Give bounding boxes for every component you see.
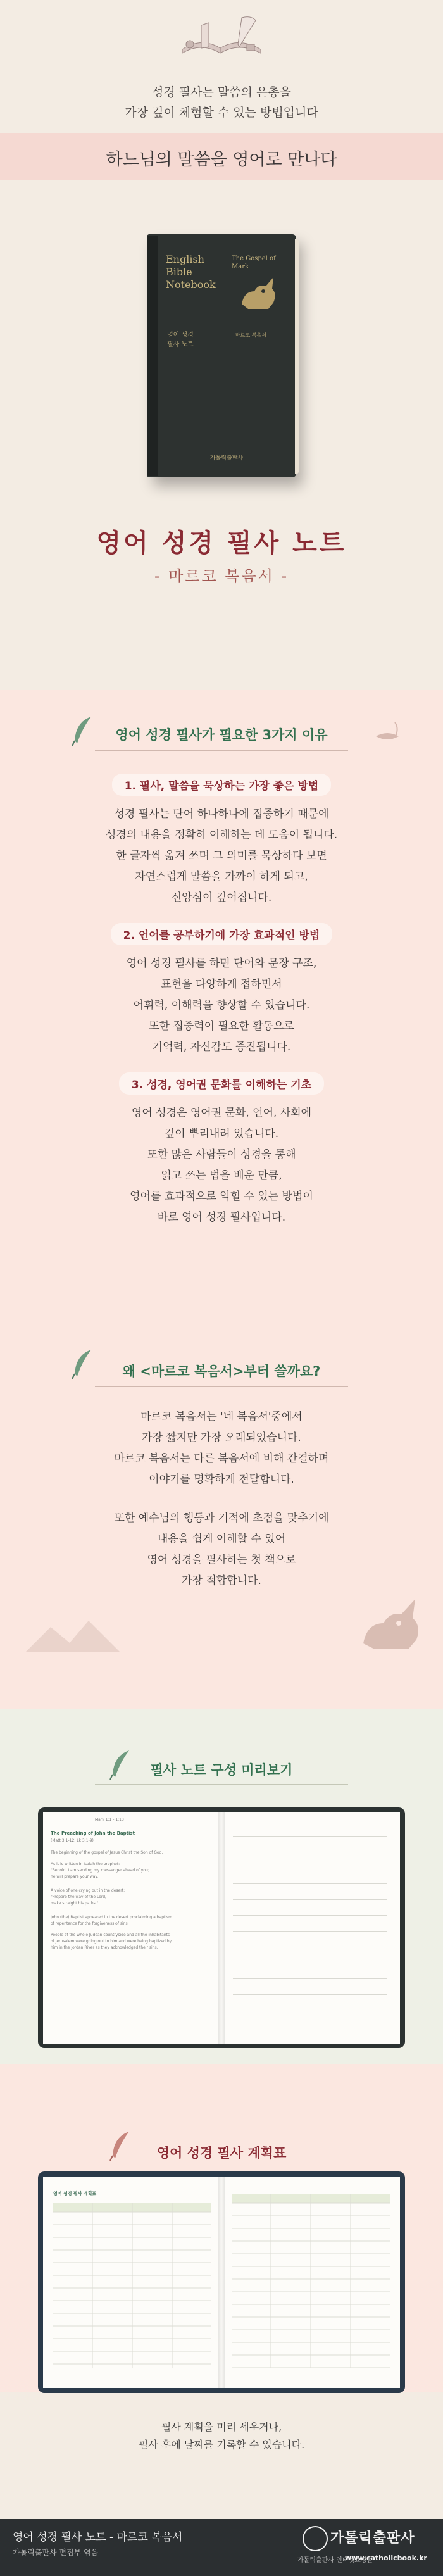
cover-korean-line: 영어 성경 <box>167 332 194 339</box>
verse-line: A voice of one crying out in the desert: <box>51 1888 125 1893</box>
landscape-illustration-icon <box>25 1614 120 1652</box>
why-mark-para-2 <box>51 1508 392 1592</box>
body-line: 표현을 다양하게 접하면서 <box>161 978 282 991</box>
verse-line: John (the) Baptist appeared in the desert proclaiming a baptism <box>51 1915 172 1919</box>
product-title: 영어 성경 필사 노트 <box>96 529 347 558</box>
book-cover-subtitle <box>232 254 287 271</box>
winged-lion-icon <box>235 272 281 314</box>
body-line: 한 글자씩 옮겨 쓰며 그 의미를 묵상하다 보면 <box>116 850 327 862</box>
body-line: 내용을 쉽게 이해할 수 있어 <box>157 1533 286 1545</box>
body-line: 마르코 복음서는 다른 복음서에 비해 간결하며 <box>114 1452 329 1465</box>
reason-title-text: 3. 성경, 영어권 문화를 이해하는 기초 <box>119 1072 324 1095</box>
footer-subtitle: 가톨릭출판사 편집부 엮음 <box>13 2548 99 2557</box>
banner-title: 하느님의 말씀을 영어로 만나다 <box>106 150 337 170</box>
body-line: 어휘력, 이해력을 향상할 수 있습니다. <box>133 999 310 1012</box>
book-cover-title <box>166 253 216 291</box>
reason-1-title <box>0 774 443 796</box>
verse-line: As it is written in Isaiah the prophet: <box>51 1862 120 1866</box>
writing-line <box>233 1978 387 1979</box>
publisher-logo-text: 가톨릭출판사 <box>330 2530 415 2546</box>
notebook-right-page <box>222 1812 400 2044</box>
hero-tagline <box>0 82 443 123</box>
footer-meta: 가톨릭출판사 인터넷쇼핑몰 <box>297 2557 373 2564</box>
cover-subtitle-line: The Gospel of <box>232 255 276 262</box>
verse-line: he will prepare your way. <box>51 1875 99 1879</box>
plan-heading: 영어 성경 필사 계획표 <box>156 2146 287 2161</box>
reason-title-text: 1. 필사, 말씀을 묵상하는 가장 좋은 방법 <box>112 774 332 796</box>
reason-3-body <box>51 1103 392 1228</box>
book-cover-korean-sub: 마르코 복음서 <box>235 332 266 338</box>
page-header: Mark 1:1 - 1:13 <box>95 1818 124 1822</box>
verse-line: him in the Jordan River as they acknowledged their sins. <box>51 1945 158 1950</box>
divider <box>95 750 348 751</box>
why-mark-heading: 왜 <마르코 복음서>부터 쓸까요? <box>122 1364 321 1379</box>
reason-3-title <box>0 1072 443 1095</box>
caption-line: 필사 후에 날짜를 기록할 수 있습니다. <box>138 2439 305 2451</box>
verse-line: People of the whole Judean countryside and all the inhabitants <box>51 1933 170 1937</box>
body-line: 바로 영어 성경 필사입니다. <box>157 1211 286 1224</box>
writing-line <box>233 1836 387 1837</box>
verse-line: "Prepare the way of the Lord, <box>51 1895 106 1899</box>
section-ref: (Matt 3:1-12; Lk 3:1-9) <box>51 1838 94 1843</box>
body-line: 영어 성경을 필사하는 첫 책으로 <box>147 1554 296 1566</box>
body-line: 또한 집중력이 필요한 활동으로 <box>149 1020 294 1033</box>
body-line: 읽고 쓰는 법을 배운 만큼, <box>161 1169 282 1182</box>
body-line: 가장 적합합니다. <box>182 1574 261 1587</box>
body-line: 신앙심이 깊어집니다. <box>171 891 272 904</box>
tagline-line: 성경 필사는 말씀의 은총을 <box>151 85 291 99</box>
body-line: 자연스럽게 말씀을 가까이 하게 되고, <box>135 870 308 883</box>
body-line: 또한 예수님의 행동과 기적에 초점을 맞추기에 <box>114 1512 329 1524</box>
body-line: 영어 성경은 영어권 문화, 언어, 사회에 <box>131 1107 312 1119</box>
product-subtitle: - 마르코 복음서 - <box>154 567 289 585</box>
body-line: 성경 필사는 단어 하나하나에 집중하기 때문에 <box>114 808 329 820</box>
body-line: 깊이 뿌리내려 있습니다. <box>164 1128 279 1140</box>
body-line: 기억력, 자신감도 증진됩니다. <box>152 1041 291 1053</box>
reason-2-body <box>51 953 392 1058</box>
cover-subtitle-line: Mark <box>232 263 249 270</box>
writing-line <box>233 1994 387 1995</box>
writing-line <box>233 1883 387 1884</box>
plan-table-left <box>53 2203 211 2374</box>
cover-title-line: Bible <box>166 266 192 278</box>
divider <box>95 1386 348 1387</box>
notebook-gutter <box>218 1812 225 2044</box>
oil-lamp-icon <box>373 719 401 744</box>
caption-line: 필사 계획을 미리 세우거나, <box>161 2421 282 2433</box>
verse-line: The beginning of the gospel of Jesus Christ the Son of God. <box>51 1850 163 1855</box>
why-mark-para-1 <box>51 1407 392 1490</box>
publisher-logo-icon <box>303 2526 328 2551</box>
book-spine <box>147 236 158 476</box>
plan-table-title: 영어 성경 필사 계획표 <box>53 2191 97 2196</box>
divider <box>95 1784 348 1785</box>
writing-line <box>233 1931 387 1932</box>
body-line: 마르코 복음서는 '네 복음서'중에서 <box>140 1411 303 1423</box>
book-cover-korean <box>167 330 224 349</box>
book-cover-publisher: 가톨릭출판사 <box>209 455 244 462</box>
verse-line: make straight his paths." <box>51 1901 99 1906</box>
footer-url-link[interactable]: www.catholicbook.kr <box>345 2554 427 2562</box>
tagline-line: 가장 깊이 체험할 수 있는 방법입니다 <box>125 106 318 120</box>
body-line: 또한 많은 사람들이 성경을 통해 <box>147 1148 296 1161</box>
body-line: 가장 짧지만 가장 오래되었습니다. <box>142 1431 301 1444</box>
verse-line: of repentance for the forgiveness of sins. <box>51 1921 129 1926</box>
hero-section <box>0 0 443 690</box>
books-quill-illustration-icon <box>176 11 267 61</box>
cover-korean-line: 필사 노트 <box>167 341 194 348</box>
winged-lion-icon <box>354 1595 430 1652</box>
cover-title-line: English <box>166 253 204 265</box>
body-line: 이야기를 명확하게 전달합니다. <box>149 1473 294 1486</box>
reason-title-text: 2. 언어를 공부하기에 가장 효과적인 방법 <box>111 923 333 945</box>
cover-title-line: Notebook <box>166 279 216 291</box>
verse-line: "Behold, I am sending my messenger ahead of you; <box>51 1868 149 1873</box>
reason-1-body <box>51 804 392 908</box>
body-line: 성경의 내용을 정확히 이해하는 데 도움이 됩니다. <box>105 829 338 841</box>
planner-gutter <box>218 2177 225 2388</box>
preview-heading: 필사 노트 구성 미리보기 <box>150 1762 293 1778</box>
writing-line <box>233 1899 387 1900</box>
verse-line: of Jerusalem were going out to him and were being baptized by <box>51 1939 172 1944</box>
verse-list <box>51 1850 215 1951</box>
reason-2-title <box>0 923 443 945</box>
body-line: 영어를 효과적으로 익힐 수 있는 방법이 <box>130 1190 313 1203</box>
section-title: The Preaching of John the Baptist <box>51 1831 135 1836</box>
plan-caption <box>63 2418 380 2454</box>
plan-table-right <box>232 2194 390 2374</box>
footer-title: 영어 성경 필사 노트 - 마르코 복음서 <box>13 2531 183 2544</box>
reasons-heading: 영어 성경 필사가 필요한 3가지 이유 <box>115 727 328 743</box>
body-line: 영어 성경 필사를 하면 단어와 문장 구조, <box>126 957 317 970</box>
writing-line <box>233 1915 387 1916</box>
book-page-edge <box>295 239 299 474</box>
